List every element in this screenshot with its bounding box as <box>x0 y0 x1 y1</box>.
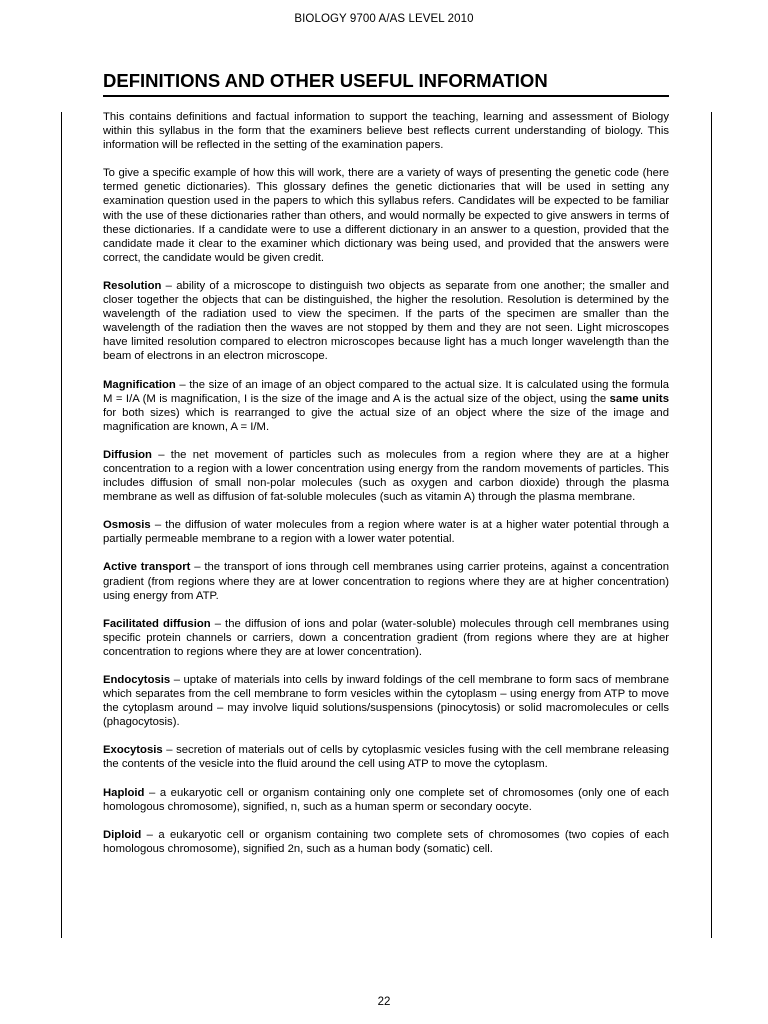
page-title: DEFINITIONS AND OTHER USEFUL INFORMATION <box>103 70 548 91</box>
left-margin-bar <box>61 112 62 938</box>
definition-term: Exocytosis <box>103 744 163 757</box>
definition-text: – the size of an image of an object compared to the actual size. It is calculated using the formula M = I/A (M is magnification, I is the size of the image and A is the actual size of the object, using the <box>103 378 669 405</box>
definition-active-transport <box>103 560 669 602</box>
definition-term: Resolution <box>103 279 162 292</box>
definition-text: – the transport of ions through cell membranes using carrier proteins, against a concentration gradient (from regions where they are at lower concentration to regions where they are at higher concentration) using energy from ATP. <box>103 561 669 602</box>
definition-text: – ability of a microscope to distinguish two objects as separate from one another; the smaller and closer together the objects that can be distinguished, the higher the resolution. Resolution is determined by the wavelength of the radiation used to view the specimen. If the parts of the specimen are smaller than the wavelength of the radiation then the waves are not stopped by them and they are not seen. Light microscopes have limited resolution compared to electron microscopes because light has a much longer wavelength than the beam of electrons in an electron microscope. <box>103 279 669 363</box>
definition-term: Diffusion <box>103 448 152 461</box>
definition-exocytosis <box>103 743 669 771</box>
definition-text: – the diffusion of water molecules from a region where water is at a higher water potential through a partially permeable membrane to a region with a lower water potential. <box>103 519 669 546</box>
definition-term: Haploid <box>103 786 145 799</box>
title-underline <box>103 95 669 97</box>
definition-text: – secretion of materials out of cells by cytoplasmic vesicles fusing with the cell membrane releasing the contents of the vesicle into the fluid around the cell using ATP to move the cytoplasm. <box>103 744 669 771</box>
definition-text: for both sizes) which is rearranged to give the actual size of an object where the size of the image and magnification are known, A = I/M. <box>103 406 669 433</box>
definition-haploid <box>103 786 669 814</box>
definition-term: Osmosis <box>103 519 151 532</box>
definition-resolution <box>103 279 669 364</box>
definition-text: – the net movement of particles such as molecules from a region where they are at a higher concentration to a region with a lower concentration using energy from the random movements of particles. This includes diffusion of small non-polar molecules (such as oxygen and carbon dioxide) through the plasma membrane as well as diffusion of fat-soluble molecules (such as vitamin A) through the plasma membrane. <box>103 448 669 504</box>
definition-magnification <box>103 378 669 434</box>
document-body <box>103 110 669 870</box>
intro-paragraph: To give a specific example of how this will work, there are a variety of ways of presenting the genetic code (here termed genetic dictionaries). This glossary defines the genetic dictionaries that will be used in setting any examination question used in the papers to which this syllabus refers. Candidates will be expected to be familiar with the use of these dictionaries rather than others, and would normally be expected to give answers in terms of these dictionaries. If a candidate were to use a different dictionary in an answer to a question, provided that the candidate made it clear to the examiner which dictionary was being used, and provided that the answers were correct, the candidate would be given credit. <box>103 167 669 264</box>
definition-text: – a eukaryotic cell or organism containing only one complete set of chromosomes (only one of each homologous chromosome), signified, n, such as a human sperm or secondary oocyte. <box>103 786 669 813</box>
definition-text: – uptake of materials into cells by inward foldings of the cell membrane to form sacs of membrane which separates from the cell membrane to form vesicles within the cytoplasm – using energy from ATP to move the cytoplasm around – may involve liquid solutions/suspensions (pinocytosis) or solid macromolecules or cells (phagocytosis). <box>103 674 669 729</box>
definition-facilitated-diffusion <box>103 617 669 659</box>
page-number: 22 <box>377 996 391 1008</box>
definition-term: Magnification <box>103 378 176 391</box>
definition-text: – the diffusion of ions and polar (water-soluble) molecules through cell membranes using specific protein channels or carriers, down a concentration gradient (from regions where they are at higher concentration to regions where they are at lower concentration). <box>103 617 670 658</box>
definition-diploid <box>103 828 669 856</box>
emphasis-text: same units <box>609 392 669 405</box>
definition-term: Endocytosis <box>103 674 171 686</box>
definition-endocytosis <box>103 673 669 729</box>
intro-paragraph: This contains definitions and factual information to support the teaching, learning and assessment of Biology within this syllabus in the form that the examiners believe best reflects current understanding of biology. This information will be reflected in the setting of the examination papers. <box>103 111 669 152</box>
definition-osmosis <box>103 518 669 546</box>
definition-term: Facilitated diffusion <box>103 617 211 630</box>
page-header: BIOLOGY 9700 A/AS LEVEL 2010 <box>294 13 474 25</box>
definition-term: Active transport <box>103 561 191 574</box>
definition-term: Diploid <box>103 828 142 841</box>
definition-text: – a eukaryotic cell or organism containing two complete sets of chromosomes (two copies of each homologous chromosome), signified 2n, such as a human body (somatic) cell. <box>103 828 669 855</box>
right-margin-bar <box>711 112 712 938</box>
definition-diffusion <box>103 448 669 504</box>
